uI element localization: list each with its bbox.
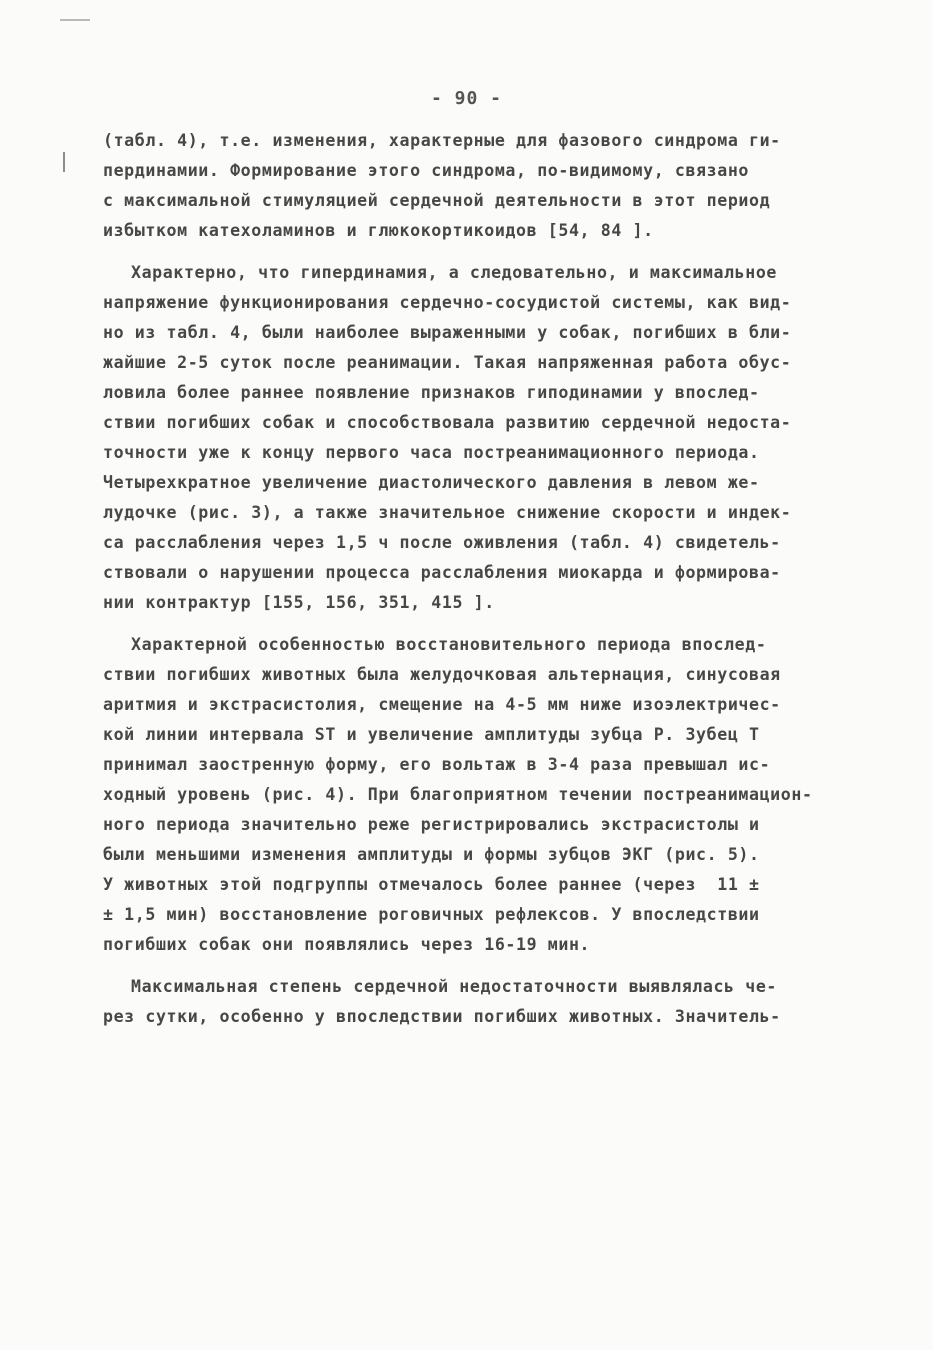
- text-line: Характерной особенностью восстановительного периода впослед-: [131, 635, 767, 654]
- text-line: У животных этой подгруппы отмечалось более раннее (через 11 ±: [103, 875, 760, 894]
- text-line: пердинамии. Формирование этого синдрома, по-видимому, связано: [103, 161, 750, 180]
- corner-mark: [60, 19, 90, 21]
- text-line: с максимальной стимуляцией сердечной деятельности в этот период: [103, 191, 771, 210]
- body-text: [103, 126, 883, 1032]
- text-line: ствии погибших собак и способствовала развитию сердечной недоста-: [103, 413, 792, 432]
- text-line: ходный уровень (рис. 4). При благоприятном течении постреанимацион-: [103, 785, 813, 804]
- page-number: - 90 -: [430, 88, 503, 109]
- text-line: ствовали о нарушении процесса расслабления миокарда и формирова-: [103, 563, 781, 582]
- text-line: но из табл. 4, были наиболее выраженными у собак, погибших в бли-: [103, 323, 792, 342]
- text-line: ствии погибших животных была желудочковая альтернация, синусовая: [103, 665, 781, 684]
- margin-tick-mark: [63, 152, 65, 172]
- text-line: аритмия и экстрасистолия, смещение на 4-5 мм ниже изоэлектричес-: [103, 695, 781, 714]
- text-line: были меньшими изменения амплитуды и формы зубцов ЭКГ (рис. 5).: [103, 845, 760, 864]
- text-line: Характерно, что гипердинамия, а следовательно, и максимальное: [131, 263, 778, 282]
- text-line: рез сутки, особенно у впоследствии погибших животных. Значитель-: [103, 1007, 781, 1026]
- text-line: ± 1,5 мин) восстановление роговичных рефлексов. У впоследствии: [103, 905, 760, 924]
- text-line: точности уже к концу первого часа постреанимационного периода.: [103, 443, 760, 462]
- text-line: (табл. 4), т.е. изменения, характерные для фазового синдрома ги-: [103, 131, 781, 150]
- paragraph-gap: [103, 960, 883, 972]
- text-line: жайшие 2-5 суток после реанимации. Такая напряженная работа обус-: [103, 353, 792, 372]
- text-line: лудочке (рис. 3), а также значительное снижение скорости и индек-: [103, 503, 792, 522]
- text-line: Максимальная степень сердечной недостаточности выявлялась че-: [131, 977, 778, 996]
- text-line: ного периода значительно реже регистрировались экстрасистолы и: [103, 815, 760, 834]
- text-line: напряжение функционирования сердечно-сосудистой системы, как вид-: [103, 293, 792, 312]
- paragraph-gap: [103, 618, 883, 630]
- text-line: кой линии интервала ST и увеличение амплитуды зубца Р. Зубец Т: [103, 725, 760, 744]
- paragraph-gap: [103, 246, 883, 258]
- text-line: принимал заостренную форму, его вольтаж в 3-4 раза превышал ис-: [103, 755, 771, 774]
- text-line: ловила более раннее появление признаков гиподинамии у впослед-: [103, 383, 760, 402]
- text-line: Четырехкратное увеличение диастолического давления в левом же-: [103, 473, 760, 492]
- text-line: погибших собак они появлялись через 16-19 мин.: [103, 935, 591, 954]
- text-line: нии контрактур [155, 156, 351, 415 ].: [103, 593, 495, 612]
- text-line: избытком катехоламинов и глюкокортикоидов [54, 84 ].: [103, 221, 654, 240]
- text-line: са расслабления через 1,5 ч после оживления (табл. 4) свидетель-: [103, 533, 781, 552]
